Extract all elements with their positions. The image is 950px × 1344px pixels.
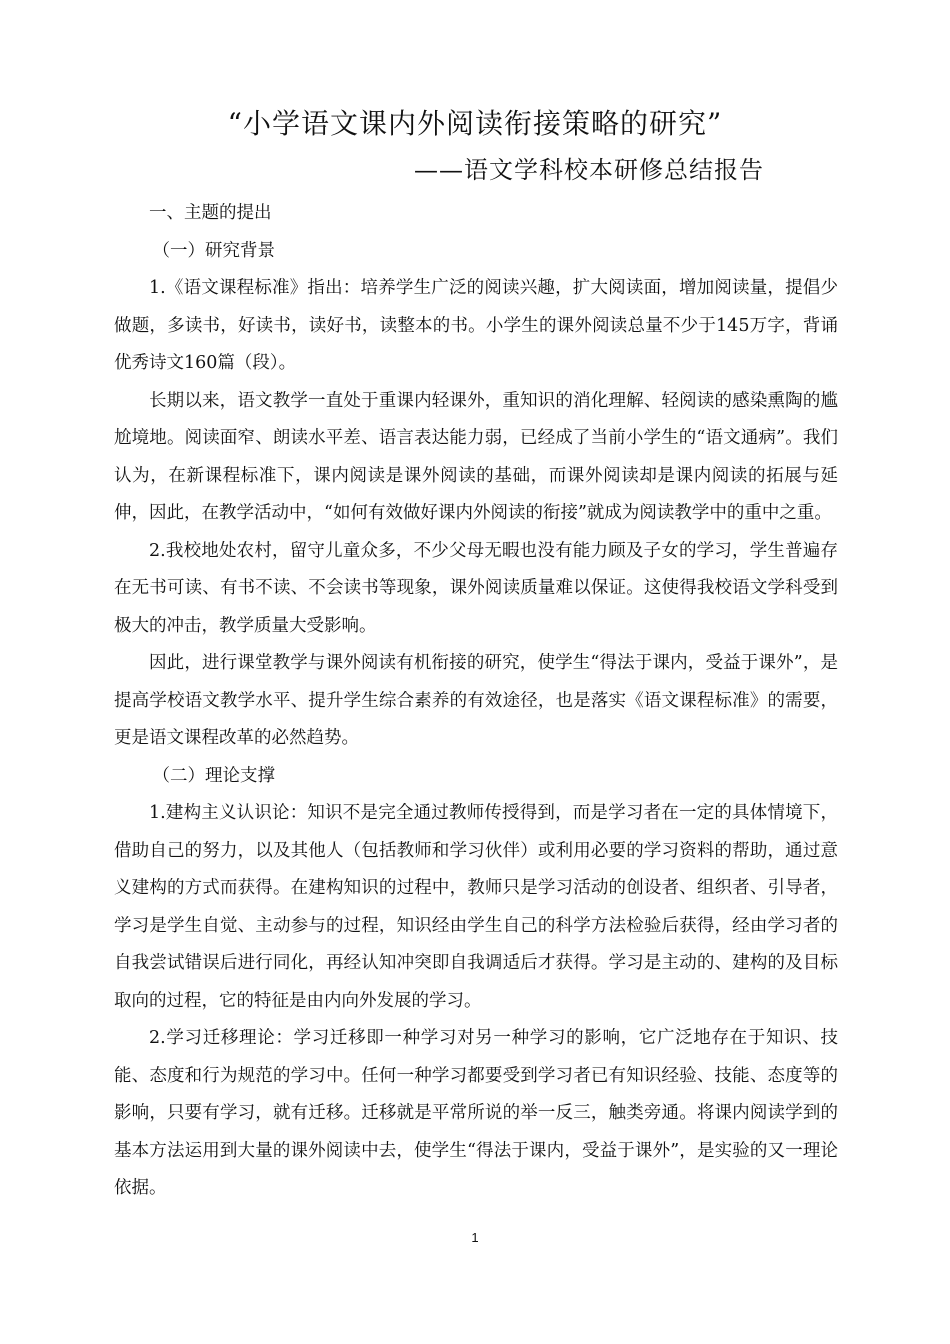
page-number: 1 bbox=[471, 1230, 479, 1245]
body-paragraph: 1.《语文课程标准》指出：培养学生广泛的阅读兴趣，扩大阅读面，增加阅读量，提倡少做题，多读书，好读书，读好书，读整本的书。小学生的课外阅读总量不少于145万字，背诵优秀诗文160篇（段）。 bbox=[114, 278, 838, 373]
body-paragraph: 因此，进行课堂教学与课外阅读有机衔接的研究，使学生“得法于课内，受益于课外”，是提高学校语文教学水平、提升学生综合素养的有效途径，也是落实《语文课程标准》的需要，更是语文课程改革的必然趋势。 bbox=[114, 653, 838, 748]
subsection-heading: （一）研究背景 bbox=[152, 240, 275, 261]
document-body bbox=[114, 195, 838, 1208]
document-subtitle: ——语文学科校本研修总结报告 bbox=[414, 156, 764, 184]
body-paragraph: 1.建构主义认识论：知识不是完全通过教师传授得到，而是学习者在一定的具体情境下，借助自己的努力，以及其他人（包括教师和学习伙伴）或利用必要的学习资料的帮助，通过意义建构的方式而获得。在建构知识的过程中，教师只是学习活动的创设者、组织者、引导者，学习是学生自觉、主动参与的过程，知识经由学生自己的科学方法检验后获得，经由学习者的自我尝试错误后进行同化，再经认知冲突即自我调适后才获得。学习是主动的、建构的及目标取向的过程，它的特征是由内向外发展的学习。 bbox=[114, 803, 838, 1011]
body-paragraph: 2.学习迁移理论：学习迁移即一种学习对另一种学习的影响，它广泛地存在于知识、技能、态度和行为规范的学习中。任何一种学习都要受到学习者已有知识经验、技能、态度等的影响，只要有学习，就有迁移。迁移就是平常所说的举一反三，触类旁通。将课内阅读学到的基本方法运用到大量的课外阅读中去，使学生“得法于课内，受益于课外”，是实验的又一理论依据。 bbox=[114, 1028, 838, 1198]
section-heading: 一、主题的提出 bbox=[149, 203, 272, 223]
body-paragraph: 2.我校地处农村，留守儿童众多，不少父母无暇也没有能力顾及子女的学习，学生普遍存在无书可读、有书不读、不会读书等现象，课外阅读质量难以保证。这使得我校语文学科受到极大的冲击，教学质量大受影响。 bbox=[114, 540, 838, 636]
body-paragraph: 长期以来，语文教学一直处于重课内轻课外，重知识的消化理解、轻阅读的感染熏陶的尴尬境地。阅读面窄、朗读水平差、语言表达能力弱，已经成了当前小学生的“语文通病”。我们认为，在新课程标准下，课内阅读是课外阅读的基础，而课外阅读却是课内阅读的拓展与延伸，因此，在教学活动中，“如何有效做好课内外阅读的衔接”就成为阅读教学中的重中之重。 bbox=[114, 390, 838, 523]
subsection-heading: （二）理论支撑 bbox=[152, 765, 275, 786]
document-title: “小学语文课内外阅读衔接策略的研究” bbox=[227, 107, 723, 140]
